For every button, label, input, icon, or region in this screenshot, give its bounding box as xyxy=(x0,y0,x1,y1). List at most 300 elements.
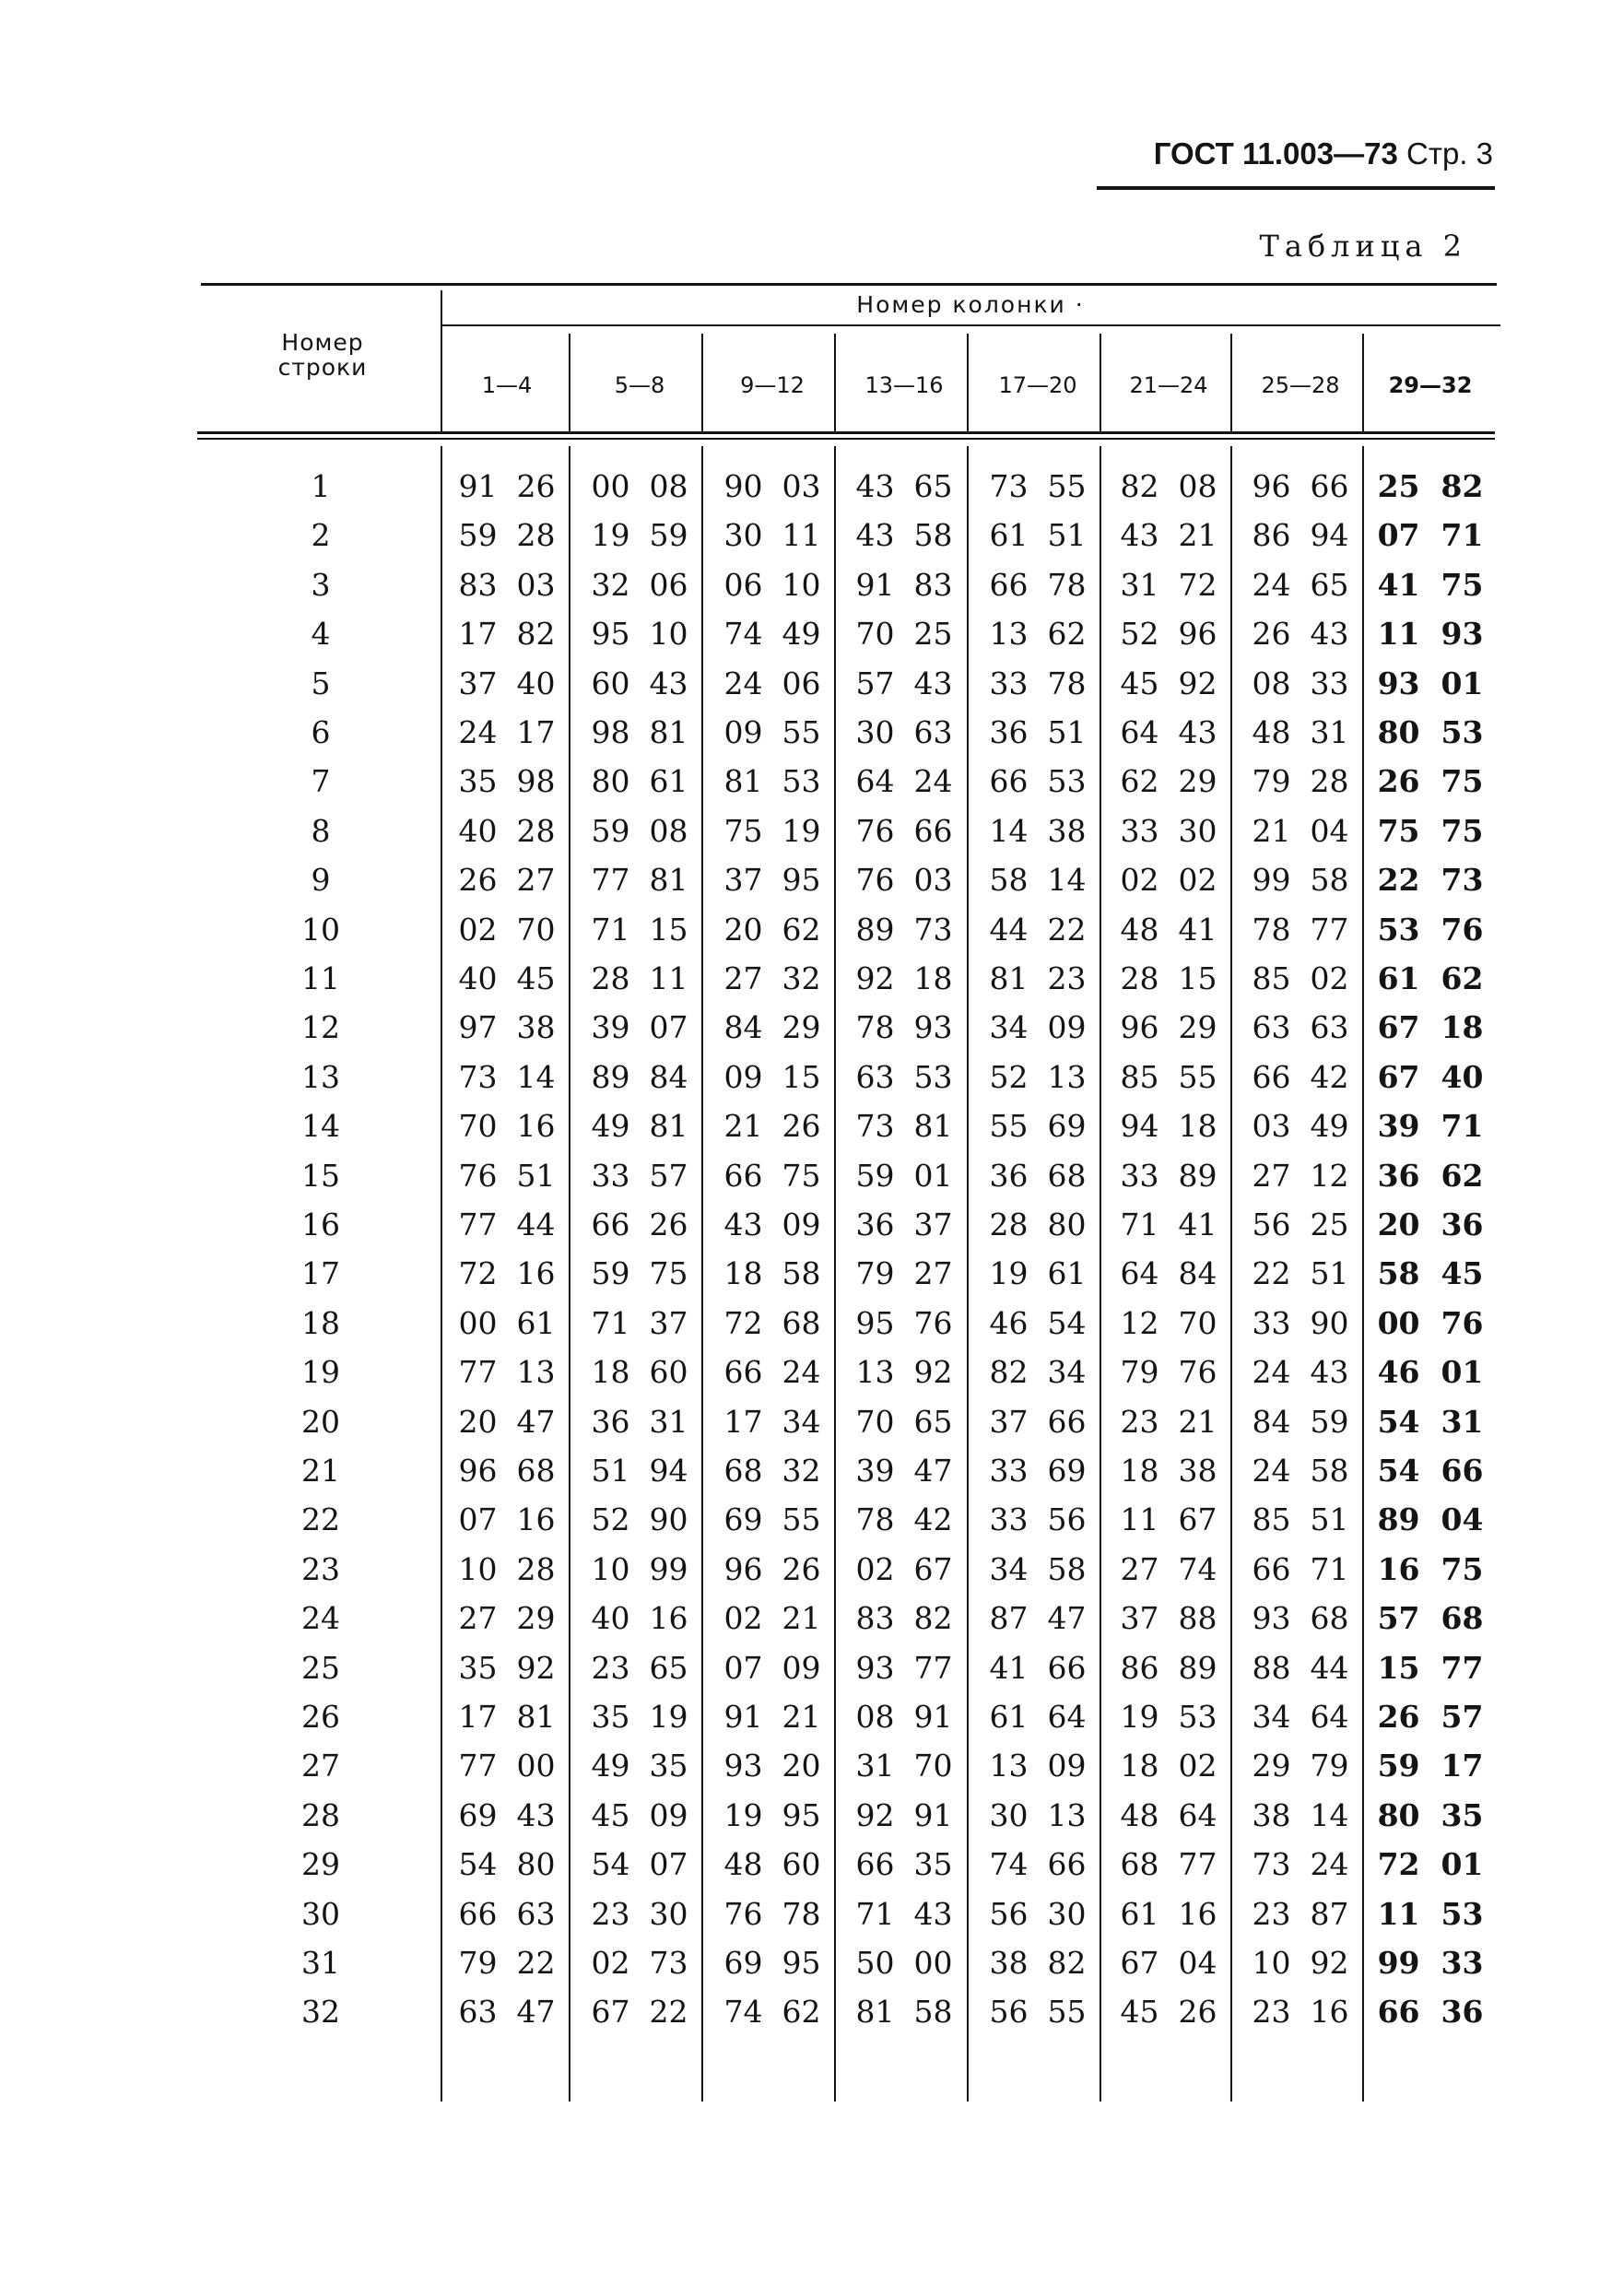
table-cell: 70 16 xyxy=(458,1108,556,1145)
table-cell: 57 43 xyxy=(855,665,953,701)
table-cell: 56 25 xyxy=(1252,1207,1349,1242)
table-cell: 09 55 xyxy=(723,714,821,750)
table-cell: 33 89 xyxy=(1120,1157,1217,1194)
table-cell: 30 11 xyxy=(723,517,821,554)
table-cell: 66 26 xyxy=(591,1207,688,1242)
column-header: 29—32 xyxy=(1388,372,1473,398)
table-cell: 96 68 xyxy=(458,1453,556,1489)
row-number: 7 xyxy=(311,763,331,800)
table-cell: 25 82 xyxy=(1377,468,1484,504)
table-top-rule xyxy=(201,283,1497,286)
table-cell: 33 56 xyxy=(989,1501,1087,1538)
table-caption: Таблица 2 xyxy=(1259,229,1467,264)
row-number: 9 xyxy=(311,862,331,899)
table-cell: 00 08 xyxy=(591,468,688,504)
table-cell: 16 75 xyxy=(1377,1550,1484,1587)
table-cell: 24 58 xyxy=(1252,1453,1349,1489)
table-cell: 00 76 xyxy=(1377,1304,1484,1341)
row-number: 5 xyxy=(311,665,331,701)
row-number: 29 xyxy=(301,1846,340,1883)
table-cell: 24 17 xyxy=(458,714,556,750)
table-cell: 95 76 xyxy=(855,1304,953,1341)
table-cell: 10 99 xyxy=(591,1550,688,1587)
table-cell: 38 82 xyxy=(989,1945,1087,1981)
table-cell: 81 23 xyxy=(989,960,1087,996)
table-cell: 76 66 xyxy=(855,812,953,849)
table-cell: 30 63 xyxy=(855,714,953,750)
table-cell: 11 67 xyxy=(1120,1501,1217,1538)
table-cell: 33 57 xyxy=(591,1157,688,1194)
table-cell: 58 14 xyxy=(989,862,1087,899)
table-cell: 18 58 xyxy=(723,1255,821,1292)
table-cell: 92 91 xyxy=(855,1796,953,1833)
row-number: 30 xyxy=(301,1895,340,1932)
table-cell: 60 43 xyxy=(591,665,688,701)
table-cell: 46 01 xyxy=(1377,1354,1484,1391)
row-number: 2 xyxy=(311,517,331,554)
table-cell: 17 81 xyxy=(458,1699,556,1735)
table-cell: 28 15 xyxy=(1120,960,1217,996)
table-cell: 53 76 xyxy=(1377,911,1484,948)
table-cell: 51 94 xyxy=(591,1453,688,1489)
row-number: 15 xyxy=(301,1157,340,1194)
table-cell: 23 87 xyxy=(1252,1895,1349,1932)
table-cell: 32 06 xyxy=(591,566,688,603)
table-cell: 33 90 xyxy=(1252,1304,1349,1341)
table-cell: 59 28 xyxy=(458,517,556,554)
table-cell: 11 53 xyxy=(1377,1895,1484,1932)
table-cell: 66 78 xyxy=(989,566,1087,603)
table-cell: 90 03 xyxy=(723,468,821,504)
table-cell: 75 19 xyxy=(723,812,821,849)
table-cell: 30 13 xyxy=(989,1796,1087,1833)
table-cell: 37 95 xyxy=(723,862,821,899)
table-cell: 43 58 xyxy=(855,517,953,554)
table-cell: 74 66 xyxy=(989,1846,1087,1883)
table-cell: 19 61 xyxy=(989,1255,1087,1292)
table-cell: 93 01 xyxy=(1377,665,1484,701)
table-cell: 66 53 xyxy=(989,763,1087,800)
table-cell: 69 43 xyxy=(458,1796,556,1833)
table-cell: 11 93 xyxy=(1377,616,1484,653)
table-cell: 46 54 xyxy=(989,1304,1087,1341)
column-header: 1—4 xyxy=(481,372,533,398)
table-cell: 62 29 xyxy=(1120,763,1217,800)
row-number: 10 xyxy=(301,911,340,948)
column-group-header: Номер колонки · xyxy=(856,291,1085,318)
table-cell: 58 45 xyxy=(1377,1255,1484,1292)
table-cell: 99 33 xyxy=(1377,1945,1484,1981)
table-cell: 33 78 xyxy=(989,665,1087,701)
table-cell: 40 16 xyxy=(591,1600,688,1637)
table-cell: 83 82 xyxy=(855,1600,953,1637)
row-number: 19 xyxy=(301,1354,340,1391)
row-number: 16 xyxy=(301,1207,340,1242)
table-cell: 31 70 xyxy=(855,1748,953,1784)
table-cell: 56 30 xyxy=(989,1895,1087,1932)
table-cell: 07 71 xyxy=(1377,517,1484,554)
row-number: 22 xyxy=(301,1501,340,1538)
row-number: 21 xyxy=(301,1453,340,1489)
table-cell: 79 76 xyxy=(1120,1354,1217,1391)
table-cell: 71 15 xyxy=(591,911,688,948)
table-cell: 19 59 xyxy=(591,517,688,554)
table-cell: 28 80 xyxy=(989,1207,1087,1242)
row-number: 23 xyxy=(301,1550,340,1587)
table-cell: 22 51 xyxy=(1252,1255,1349,1292)
table-cell: 79 27 xyxy=(855,1255,953,1292)
table-cell: 76 51 xyxy=(458,1157,556,1194)
table-cell: 49 35 xyxy=(591,1748,688,1784)
table-cell: 76 03 xyxy=(855,862,953,899)
page-header xyxy=(922,136,1493,171)
table-cell: 57 68 xyxy=(1377,1600,1484,1637)
table-cell: 21 04 xyxy=(1252,812,1349,849)
table-cell: 72 01 xyxy=(1377,1846,1484,1883)
table-cell: 26 27 xyxy=(458,862,556,899)
table-cell: 54 31 xyxy=(1377,1403,1484,1440)
table-cell: 36 51 xyxy=(989,714,1087,750)
table-cell: 66 35 xyxy=(855,1846,953,1883)
header-bottom-rule-1 xyxy=(197,431,1495,434)
table-cell: 70 25 xyxy=(855,616,953,653)
table-cell: 44 22 xyxy=(989,911,1087,948)
table-cell: 81 58 xyxy=(855,1994,953,2031)
table-cell: 49 81 xyxy=(591,1108,688,1145)
row-number: 25 xyxy=(301,1649,340,1686)
row-number: 27 xyxy=(301,1748,340,1784)
column-group-rule xyxy=(441,324,1500,326)
table-cell: 20 62 xyxy=(723,911,821,948)
table-cell: 50 00 xyxy=(855,1945,953,1981)
table-cell: 14 38 xyxy=(989,812,1087,849)
table-cell: 52 96 xyxy=(1120,616,1217,653)
table-cell: 74 49 xyxy=(723,616,821,653)
table-cell: 52 90 xyxy=(591,1501,688,1538)
column-divider xyxy=(1100,334,1101,433)
table-cell: 85 02 xyxy=(1252,960,1349,996)
table-cell: 40 45 xyxy=(458,960,556,996)
table-cell: 97 38 xyxy=(458,1009,556,1046)
table-cell: 73 24 xyxy=(1252,1846,1349,1883)
table-cell: 77 13 xyxy=(458,1354,556,1391)
table-cell: 73 81 xyxy=(855,1108,953,1145)
table-cell: 80 53 xyxy=(1377,714,1484,750)
table-cell: 27 29 xyxy=(458,1600,556,1637)
row-number: 1 xyxy=(311,468,331,504)
table-cell: 89 04 xyxy=(1377,1501,1484,1538)
table-cell: 81 53 xyxy=(723,763,821,800)
table-cell: 59 08 xyxy=(591,812,688,849)
table-cell: 74 62 xyxy=(723,1994,821,2031)
table-cell: 13 09 xyxy=(989,1748,1087,1784)
table-cell: 78 93 xyxy=(855,1009,953,1046)
table-cell: 77 00 xyxy=(458,1748,556,1784)
table-cell: 93 77 xyxy=(855,1649,953,1686)
header-rule xyxy=(1097,186,1495,190)
table-cell: 59 17 xyxy=(1377,1748,1484,1784)
table-cell: 45 26 xyxy=(1120,1994,1217,2031)
table-cell: 91 83 xyxy=(855,566,953,603)
table-cell: 07 16 xyxy=(458,1501,556,1538)
table-cell: 17 82 xyxy=(458,616,556,653)
table-cell: 95 10 xyxy=(591,616,688,653)
table-cell: 78 77 xyxy=(1252,911,1349,948)
table-cell: 26 57 xyxy=(1377,1699,1484,1735)
table-cell: 82 34 xyxy=(989,1354,1087,1391)
column-divider xyxy=(834,334,836,433)
table-cell: 17 34 xyxy=(723,1403,821,1440)
table-cell: 72 16 xyxy=(458,1255,556,1292)
table-cell: 23 16 xyxy=(1252,1994,1349,2031)
column-divider xyxy=(1230,334,1232,433)
table-cell: 35 19 xyxy=(591,1699,688,1735)
table-cell: 54 66 xyxy=(1377,1453,1484,1489)
row-number: 14 xyxy=(301,1108,340,1145)
table-cell: 96 26 xyxy=(723,1550,821,1587)
table-cell: 10 28 xyxy=(458,1550,556,1587)
table-cell: 24 65 xyxy=(1252,566,1349,603)
table-cell: 19 95 xyxy=(723,1796,821,1833)
table-cell: 21 26 xyxy=(723,1108,821,1145)
table-cell: 26 43 xyxy=(1252,616,1349,653)
table-cell: 80 61 xyxy=(591,763,688,800)
table-cell: 39 71 xyxy=(1377,1108,1484,1145)
table-cell: 12 70 xyxy=(1120,1304,1217,1341)
table-cell: 73 14 xyxy=(458,1058,556,1095)
table-cell: 64 43 xyxy=(1120,714,1217,750)
column-header: 17—20 xyxy=(998,372,1077,398)
column-header: 13—16 xyxy=(864,372,944,398)
column-divider xyxy=(1362,334,1364,433)
header-bottom-rule-2 xyxy=(197,438,1495,440)
table-cell: 45 92 xyxy=(1120,665,1217,701)
table-cell: 66 63 xyxy=(458,1895,556,1932)
table-cell: 84 29 xyxy=(723,1009,821,1046)
table-cell: 33 69 xyxy=(989,1453,1087,1489)
table-cell: 37 66 xyxy=(989,1403,1087,1440)
table-cell: 66 71 xyxy=(1252,1550,1349,1587)
row-number-header-line-2: строки xyxy=(277,354,368,381)
table-cell: 94 18 xyxy=(1120,1108,1217,1145)
table-cell: 88 44 xyxy=(1252,1649,1349,1686)
table-cell: 63 47 xyxy=(458,1994,556,2031)
table-cell: 89 84 xyxy=(591,1058,688,1095)
table-cell: 15 77 xyxy=(1377,1649,1484,1686)
table-cell: 00 61 xyxy=(458,1304,556,1341)
table-cell: 75 75 xyxy=(1377,812,1484,849)
column-header: 21—24 xyxy=(1129,372,1208,398)
table-cell: 69 55 xyxy=(723,1501,821,1538)
table-cell: 96 66 xyxy=(1252,468,1349,504)
table-cell: 37 88 xyxy=(1120,1600,1217,1637)
table-cell: 78 42 xyxy=(855,1501,953,1538)
row-number: 20 xyxy=(301,1403,340,1440)
table-cell: 61 16 xyxy=(1120,1895,1217,1932)
table-cell: 40 28 xyxy=(458,812,556,849)
row-number: 13 xyxy=(301,1058,340,1095)
table-cell: 71 37 xyxy=(591,1304,688,1341)
column-header: 5—8 xyxy=(614,372,665,398)
table-cell: 34 58 xyxy=(989,1550,1087,1587)
table-cell: 77 44 xyxy=(458,1207,556,1242)
table-cell: 27 74 xyxy=(1120,1550,1217,1587)
table-cell: 36 62 xyxy=(1377,1157,1484,1194)
table-cell: 13 62 xyxy=(989,616,1087,653)
table-cell: 02 67 xyxy=(855,1550,953,1587)
table-cell: 23 21 xyxy=(1120,1403,1217,1440)
table-cell: 39 47 xyxy=(855,1453,953,1489)
table-cell: 48 64 xyxy=(1120,1796,1217,1833)
table-cell: 29 79 xyxy=(1252,1748,1349,1784)
table-cell: 37 40 xyxy=(458,665,556,701)
table-cell: 70 65 xyxy=(855,1403,953,1440)
table-cell: 43 21 xyxy=(1120,517,1217,554)
table-cell: 54 80 xyxy=(458,1846,556,1883)
table-cell: 03 49 xyxy=(1252,1108,1349,1145)
row-number-header xyxy=(212,330,433,380)
table-cell: 36 37 xyxy=(855,1207,953,1242)
table-cell: 69 95 xyxy=(723,1945,821,1981)
table-cell: 67 18 xyxy=(1377,1009,1484,1046)
column-header: 25—28 xyxy=(1261,372,1340,398)
table-cell: 61 51 xyxy=(989,517,1087,554)
table-cell: 52 13 xyxy=(989,1058,1087,1095)
table-cell: 91 21 xyxy=(723,1699,821,1735)
table-cell: 66 42 xyxy=(1252,1058,1349,1095)
table-cell: 67 04 xyxy=(1120,1945,1217,1981)
table-cell: 27 32 xyxy=(723,960,821,996)
table-cell: 66 24 xyxy=(723,1354,821,1391)
row-number: 31 xyxy=(301,1945,340,1981)
table-cell: 66 75 xyxy=(723,1157,821,1194)
table-cell: 63 63 xyxy=(1252,1009,1349,1046)
table-cell: 82 08 xyxy=(1120,468,1217,504)
row-number: 11 xyxy=(301,960,340,996)
table-cell: 92 18 xyxy=(855,960,953,996)
table-cell: 24 43 xyxy=(1252,1354,1349,1391)
table-cell: 09 15 xyxy=(723,1058,821,1095)
table-cell: 36 31 xyxy=(591,1403,688,1440)
column-header: 9—12 xyxy=(740,372,805,398)
table-cell: 07 09 xyxy=(723,1649,821,1686)
table-cell: 02 70 xyxy=(458,911,556,948)
table-cell: 66 36 xyxy=(1377,1994,1484,2031)
table-cell: 10 92 xyxy=(1252,1945,1349,1981)
table-cell: 38 14 xyxy=(1252,1796,1349,1833)
table-cell: 77 81 xyxy=(591,862,688,899)
table-cell: 18 02 xyxy=(1120,1748,1217,1784)
table-cell: 67 40 xyxy=(1377,1058,1484,1095)
table-cell: 61 64 xyxy=(989,1699,1087,1735)
table-cell: 71 43 xyxy=(855,1895,953,1932)
row-number: 17 xyxy=(301,1255,340,1292)
table-cell: 59 75 xyxy=(591,1255,688,1292)
column-divider xyxy=(967,334,969,433)
table-cell: 67 22 xyxy=(591,1994,688,2031)
table-cell: 41 75 xyxy=(1377,566,1484,603)
standard-number: ГОСТ 11.003—73 xyxy=(1153,136,1398,171)
table-cell: 64 24 xyxy=(855,763,953,800)
table-cell: 56 55 xyxy=(989,1994,1087,2031)
table-cell: 55 69 xyxy=(989,1108,1087,1145)
table-cell: 84 59 xyxy=(1252,1403,1349,1440)
table-cell: 34 09 xyxy=(989,1009,1087,1046)
row-number: 12 xyxy=(301,1009,340,1046)
table-cell: 63 53 xyxy=(855,1058,953,1095)
table-cell: 59 01 xyxy=(855,1157,953,1194)
table-cell: 23 65 xyxy=(591,1649,688,1686)
table-cell: 89 73 xyxy=(855,911,953,948)
table-cell: 85 55 xyxy=(1120,1058,1217,1095)
row-number: 28 xyxy=(301,1796,340,1833)
table-cell: 64 84 xyxy=(1120,1255,1217,1292)
table-cell: 93 68 xyxy=(1252,1600,1349,1637)
table-cell: 18 60 xyxy=(591,1354,688,1391)
table-cell: 98 81 xyxy=(591,714,688,750)
table-cell: 02 02 xyxy=(1120,862,1217,899)
table-cell: 27 12 xyxy=(1252,1157,1349,1194)
column-divider xyxy=(569,334,570,433)
table-cell: 91 26 xyxy=(458,468,556,504)
table-cell: 20 47 xyxy=(458,1403,556,1440)
row-number: 3 xyxy=(311,566,331,603)
table-cell: 76 78 xyxy=(723,1895,821,1932)
table-cell: 24 06 xyxy=(723,665,821,701)
table-cell: 71 41 xyxy=(1120,1207,1217,1242)
table-cell: 19 53 xyxy=(1120,1699,1217,1735)
table-cell: 48 41 xyxy=(1120,911,1217,948)
table-cell: 68 77 xyxy=(1120,1846,1217,1883)
table-cell: 99 58 xyxy=(1252,862,1349,899)
table-cell: 34 64 xyxy=(1252,1699,1349,1735)
table-cell: 36 68 xyxy=(989,1157,1087,1194)
table-cell: 79 22 xyxy=(458,1945,556,1981)
table-cell: 28 11 xyxy=(591,960,688,996)
table-cell: 48 31 xyxy=(1252,714,1349,750)
table-cell: 02 21 xyxy=(723,1600,821,1637)
table-cell: 83 03 xyxy=(458,566,556,603)
row-number: 18 xyxy=(301,1304,340,1341)
table-cell: 26 75 xyxy=(1377,763,1484,800)
table-cell: 41 66 xyxy=(989,1649,1087,1686)
table-cell: 35 98 xyxy=(458,763,556,800)
table-cell: 79 28 xyxy=(1252,763,1349,800)
row-number: 26 xyxy=(301,1699,340,1735)
table-cell: 73 55 xyxy=(989,468,1087,504)
table-cell: 72 68 xyxy=(723,1304,821,1341)
page-number: Стр. 3 xyxy=(1406,136,1493,171)
table-cell: 96 29 xyxy=(1120,1009,1217,1046)
row-number: 8 xyxy=(311,812,331,849)
table-cell: 61 62 xyxy=(1377,960,1484,996)
table-cell: 45 09 xyxy=(591,1796,688,1833)
table-cell: 87 47 xyxy=(989,1600,1087,1637)
row-number: 4 xyxy=(311,616,331,653)
table-cell: 18 38 xyxy=(1120,1453,1217,1489)
table-cell: 43 09 xyxy=(723,1207,821,1242)
table-cell: 31 72 xyxy=(1120,566,1217,603)
column-divider xyxy=(701,334,703,433)
table-cell: 85 51 xyxy=(1252,1501,1349,1538)
row-number: 32 xyxy=(301,1994,340,2031)
table-cell: 13 92 xyxy=(855,1354,953,1391)
table-cell: 93 20 xyxy=(723,1748,821,1784)
row-number: 6 xyxy=(311,714,331,750)
table-cell: 08 91 xyxy=(855,1699,953,1735)
table-cell: 86 94 xyxy=(1252,517,1349,554)
table-cell: 68 32 xyxy=(723,1453,821,1489)
